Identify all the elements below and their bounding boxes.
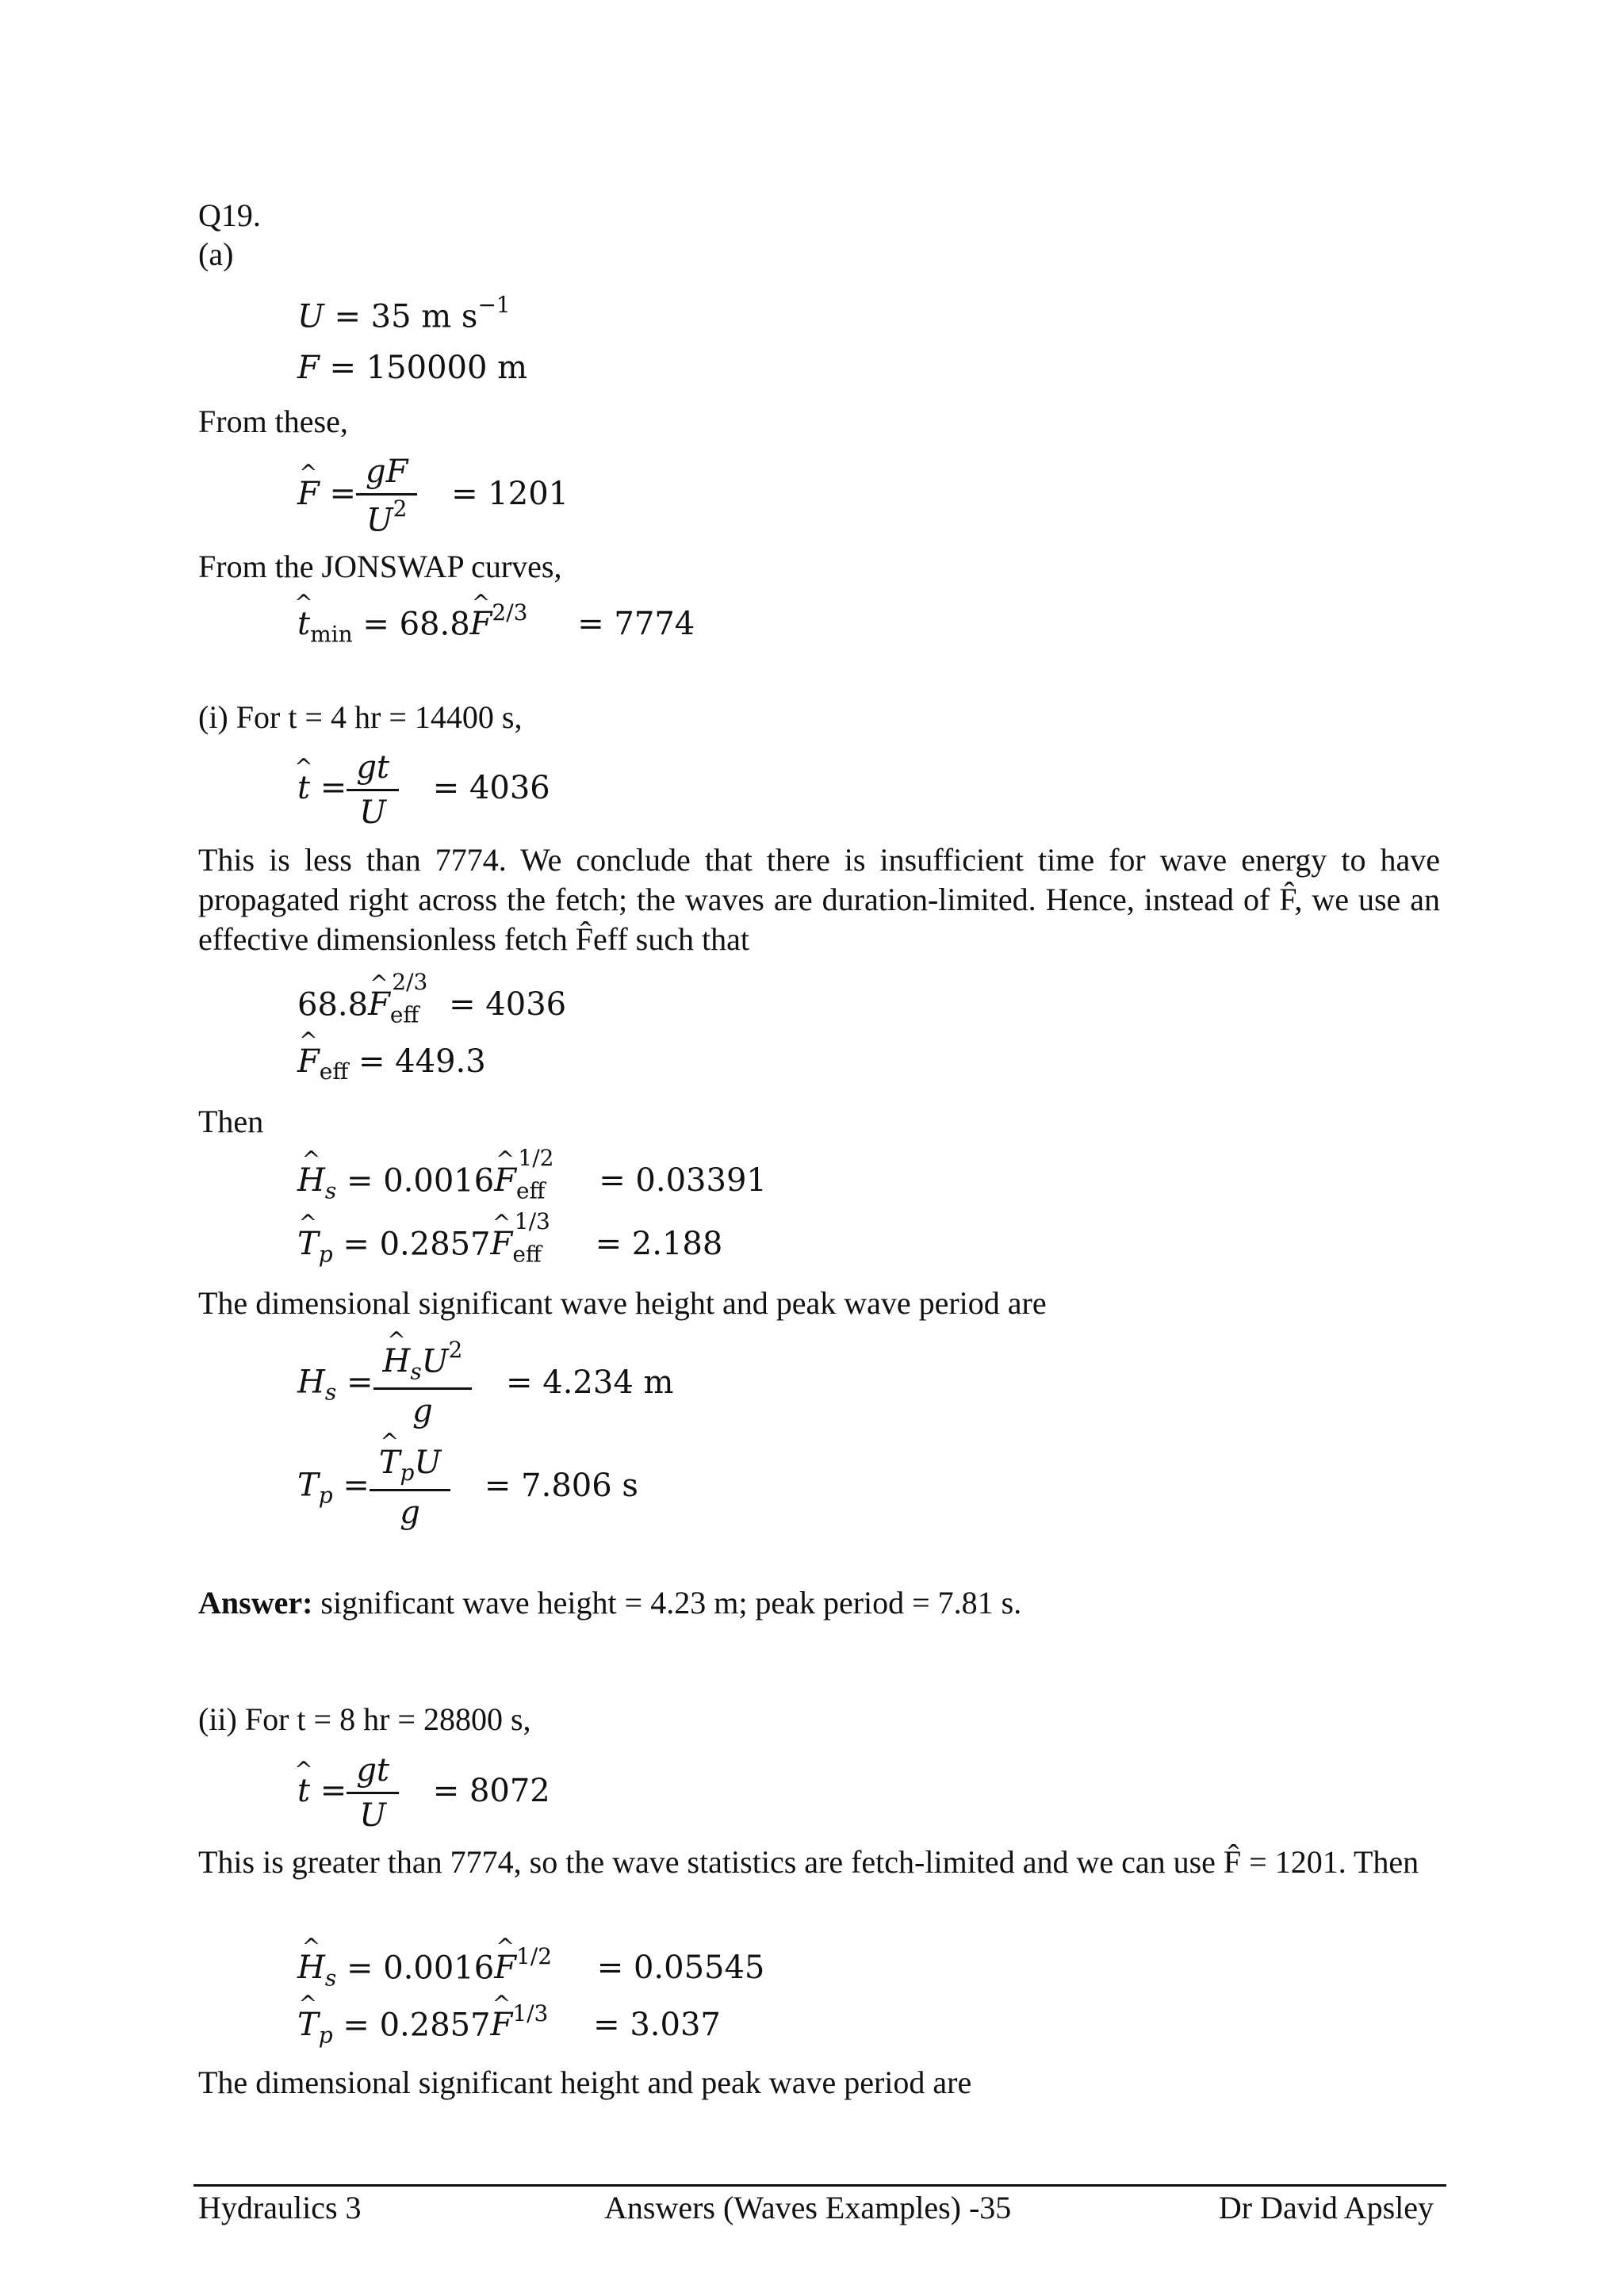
footer-divider — [193, 2184, 1446, 2187]
footer-left: Hydraulics 3 — [198, 2190, 362, 2225]
from-these-text: From these, — [198, 404, 348, 439]
part-label: (a) — [198, 236, 234, 272]
equation-feff-solve: 68.8^ $F_{eff}^{2/3} = 4036$ — [297, 983, 566, 1027]
equation-Hs: $H_s$ = ^ $\frac{H_sU^2}{g}$ = 4.234 m — [297, 1340, 673, 1429]
equation-hs-ii: ^ $H_s$ = 0.0016^ $F^{1/2} = 0.05545$ — [297, 1946, 764, 1991]
equation-that-i: ^ t = $\frac{gt}{U}$ = 4036 — [297, 749, 550, 831]
equation-tp-ii: ^ $T_p$ = 0.2857^ $F^{1/3} = 3.037$ — [297, 2003, 721, 2048]
equation-tmin: ^ $t_{min}$ = 68.8^ $F^{2/3} = 7774$ — [297, 603, 695, 647]
answer-text: significant wave height = 4.23 m; peak period = 7.81 s. — [312, 1585, 1022, 1621]
dimensional-text-1: The dimensional significant wave height and peak wave period are — [198, 1285, 1047, 1321]
equation-u: U = 35 m $s^{-1}$ — [297, 292, 511, 335]
equation-fhat: ^ F = $\frac{gF}{U^2}$ = 1201 — [297, 453, 569, 538]
from-jonswap-text: From the JONSWAP curves, — [198, 549, 562, 584]
footer-right: Dr David Apsley — [1218, 2190, 1434, 2225]
equation-that-ii: ^ t = $\frac{gt}{U}$ = 8072 — [297, 1752, 550, 1834]
part-i-paragraph: This is less than 7774. We conclude that there is insufficient time for wave energy to have propagated right across the fetch; the waves are duration-limited. Hence, instead of F̂, we use an effective dimensionless fetch F̂eff such that — [198, 842, 1440, 957]
part-i-intro: (i) For t = 4 hr = 14400 s, — [198, 699, 523, 735]
question-number: Q19. — [198, 197, 261, 233]
then-text-1: Then — [198, 1104, 264, 1139]
dimensional-text-2: The dimensional significant height and peak wave period are — [198, 2064, 972, 2100]
equation-f: F = 150000 m — [297, 350, 528, 386]
equation-tp-i: ^ $T_p$ = 0.2857^ $F_{eff}^{1/3} = 2.188$ — [297, 1223, 722, 1267]
answer-label: Answer: — [198, 1585, 313, 1621]
equation-Tp: $T_p$ = ^ $\frac{T_pU}{g}$ = 7.806 s — [297, 1445, 638, 1531]
part-ii-paragraph: This is greater than 7774, so the wave statistics are fetch-limited and we can use F̂ = 1201. Then — [198, 1844, 1419, 1880]
equation-feff: ^ $F_{eff} = 449.3$ — [297, 1043, 486, 1085]
part-ii-intro: (ii) For t = 8 hr = 28800 s, — [198, 1701, 531, 1737]
answer-line — [198, 1584, 1021, 1622]
equation-hs-i: ^ $H_s$ = 0.0016^ $F_{eff}^{1/2} = 0.03391$ — [297, 1159, 767, 1203]
footer-center: Answers (Waves Examples) -35 — [604, 2190, 1012, 2225]
